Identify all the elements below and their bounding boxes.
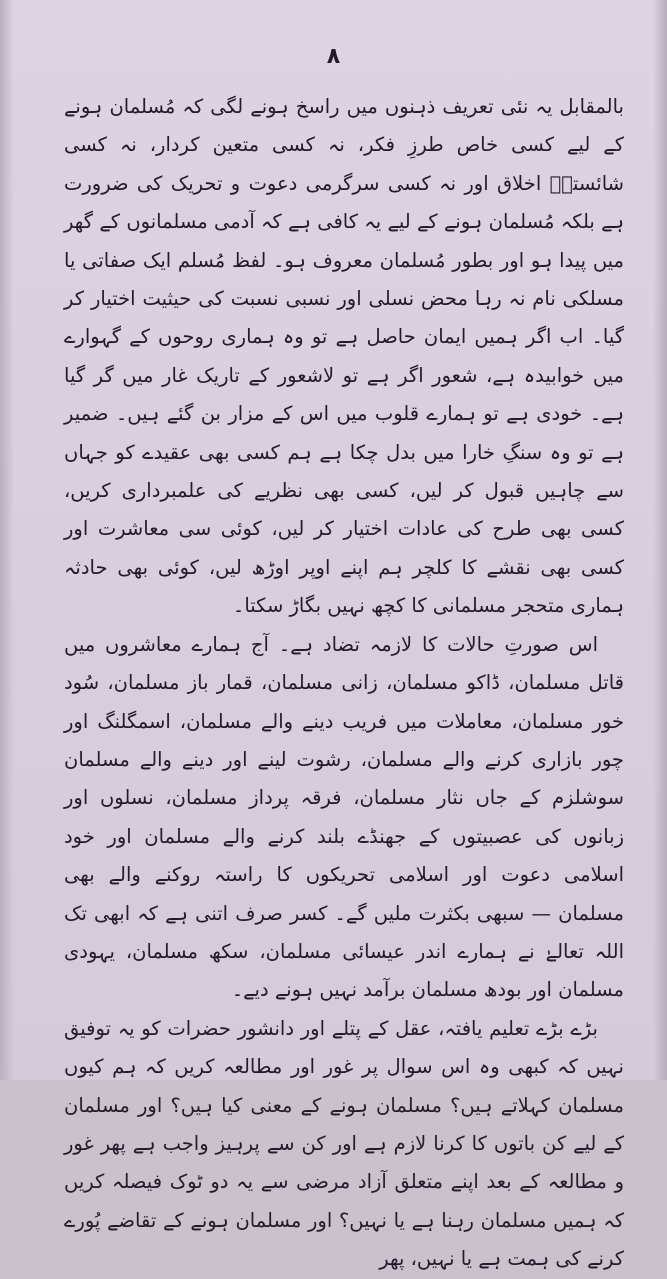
paragraph-1: بالمقابل یہ نئی تعریف ذہنوں میں راسخ ہونے لگی کہ مُسلمان ہونے کے لیے کسی خاص طرزِ فکر، نہ کسی متعین کردار، نہ کسی شائستہؐ اخلاق اور نہ کسی سرگرمی دعوت و تحریک کی ضرورت ہے بلکہ مُسلمان ہونے کے لیے یہ کافی ہے کہ آدمی مسلمانوں کے گھر میں پیدا ہو اور بطور مُسلمان معروف ہو۔ لفظ مُسلم ایک صفاتی یا مسلکی نام نہ رہا محض نسلی اور نسبی نسبت کی حیثیت اختیار کر گیا۔ اب اگر ہمیں ایمان حاصل ہے تو وہ ہماری روحوں کے گہوارے میں خوابیدہ ہے، شعور اگر ہے تو لاشعور کے تاریک غار میں گر گیا ہے۔ خودی ہے تو ہمارے قلوب میں اس کے مزار بن گئے ہیں۔ ضمیر ہے تو وہ سنگِ خارا میں بدل چکا ہے ہم کسی بھی عقیدے کو جہاں سے چاہیں قبول کر لیں، کسی بھی نظریے کی علمبرداری کریں، کسی بھی طرح کی عادات اختیار کر لیں، کوئی سی معاشرت اور کسی بھی نقشے کا کلچر ہم اپنے اوپر اوڑھ لیں، کوئی بھی حادثہ ہماری متحجر مسلمانی کا کچھ نہیں بگاڑ سکتا۔ [64,95,624,618]
paragraph-3: بڑے بڑے تعلیم یافتہ، عقل کے پتلے اور دانشور حضرات کو یہ توفیق نہیں کہ کبھی وہ اس سوال پر غور اور مطالعہ کریں کہ ہم کیوں مسلمان کہلاتے ہیں؟ مسلمان ہونے کے معنی کیا ہیں؟ اور مسلمان کے لیے کن باتوں کا کرنا لازم ہے اور کن سے پرہیز واجب ہے پھر غور و مطالعہ کے بعد اپنے متعلق آزاد مرضی سے یہ دو ٹوک فیصلہ کریں کہ ہمیں مسلمان رہنا ہے یا نہیں؟ اور مسلمان ہونے کے تقاضے پُورے کرنے کی ہمت ہے یا نہیں، پھر [64,1016,624,1271]
page-body-text [64,88,624,1279]
paragraph-2: اس صورتِ حالات کا لازمہ تضاد ہے۔ آج ہمارے معاشروں میں قاتل مسلمان، ڈاکو مسلمان، زانی مسلمان، قمار باز مسلمان، سُود خور مسلمان، معاملات میں فریب دینے والے مسلمان، اسمگلنگ اور چور بازاری کرنے والے مسلمان، رشوت لینے اور دینے والے مسلمان سوشلزم کے جاں نثار مسلمان، فرقہ پرداز مسلمان، نسلوں اور زبانوں کی عصبیتوں کے جھنڈے بلند کرنے والے مسلمان اور خود اسلامی دعوت اور اسلامی تحریکوں کا راستہ روکنے والے بھی مسلمان — سبھی بکثرت ملیں گے۔ کسر صرف اتنی ہے کہ ابھی تک اللہ تعالےٰ نے ہمارے اندر عیسائی مسلمان، سکھ مسلمان، یہودی مسلمان اور بودھ مسلمان برآمد نہیں ہونے دیے۔ [64,632,624,1002]
page-number: ۸ [326,44,341,69]
page-left-edge-shadow [0,0,14,1080]
page-right-edge-shadow [653,0,667,1080]
